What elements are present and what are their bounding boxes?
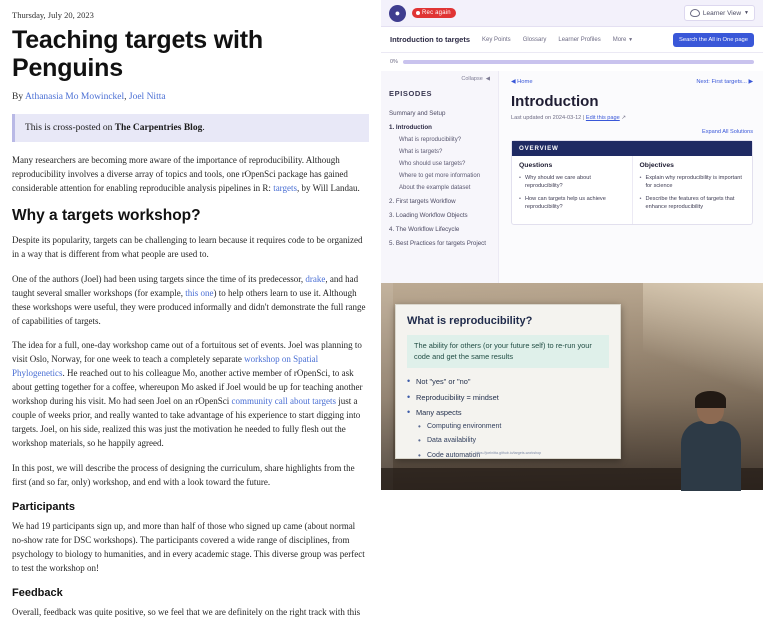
- lesson-title[interactable]: Introduction to targets: [390, 35, 470, 44]
- sidebar-subitem-what-is-targets[interactable]: What is targets?: [399, 149, 443, 155]
- chevron-down-icon: ▼: [744, 10, 749, 16]
- eye-icon: [690, 9, 700, 17]
- sidebar-subitem-who-should-use[interactable]: Who should use targets?: [399, 161, 466, 167]
- collapse-sidebar-button[interactable]: [389, 71, 490, 89]
- this-one-link[interactable]: this one: [185, 287, 214, 298]
- edit-page-link[interactable]: Edit this page: [585, 115, 620, 121]
- progress-percent-label: 0%: [390, 59, 398, 65]
- questions-list: [519, 174, 625, 212]
- objectives-column: [632, 156, 753, 224]
- paragraph-history-c: ) to help others learn to use it. Although these workshops were useful, they were produced informally and didn't demonstrate the full range of capabilities of targets.: [12, 287, 366, 326]
- slide-footer-url: https://joelnitta.github.io/targets-workshop: [474, 451, 542, 455]
- post-date: Thursday, July 20, 2023: [12, 10, 94, 20]
- window-light: [643, 283, 763, 401]
- paragraph-post-outline: In this post, we will describe the process of designing the curriculum, share highlights from the first (and so far, only) workshop, and end with a look toward the future.: [12, 462, 355, 487]
- list-item: • Code automation: [407, 451, 609, 462]
- presentation-slide: [395, 304, 621, 459]
- list-item: • Computing environment: [407, 422, 609, 433]
- byline: [12, 92, 369, 102]
- learner-view-toggle[interactable]: [684, 5, 755, 21]
- presenter-avatar: [679, 394, 745, 490]
- list-item: • Describe the features of targets that enhance reproducibility: [640, 195, 746, 212]
- episode-title: Introduction: [511, 93, 599, 110]
- slide-bullets: [407, 376, 609, 461]
- lesson-navbar: [381, 27, 763, 53]
- nav-item-more[interactable]: [613, 37, 633, 43]
- progress-row: [381, 53, 763, 71]
- next-episode-link[interactable]: Next: First targets... ▶: [696, 79, 753, 85]
- presenter-hair: [695, 391, 726, 408]
- blog-article: [0, 0, 381, 617]
- callout-suffix: .: [202, 123, 205, 133]
- list-item: • Explain why reproducibility is important for science: [640, 174, 746, 191]
- drake-link[interactable]: drake: [305, 273, 326, 284]
- lesson-topbar: [381, 0, 763, 27]
- paragraph-origin-b: . He reached out to his colleague Mo, another active member of rOpenSci, to ask about getting together for a coffee, whereupon Mo asked if Joel would be up for teaching another workshop during his visit. Mo had seen Joel on an rOpenSci: [12, 368, 363, 407]
- sidebar-item-loading-workflow-objects[interactable]: 3. Loading Workflow Objects: [389, 211, 468, 219]
- list-item: • Not "yes" or "no": [407, 376, 609, 387]
- wall-panel-left: [381, 283, 393, 490]
- nav-item-learner-profiles[interactable]: Learner Profiles: [558, 36, 601, 43]
- chevron-down-icon: ▼: [628, 36, 634, 43]
- paragraph-history-b: , and had taught several smaller workshops (for example,: [12, 273, 359, 298]
- paragraph-origin-c: just a couple of weeks prior, and really wanted to take advantage of his experience to start digging into targets. Joel, on his side, realized this was just the motivation he needed to fully flesh out the workshop materials, so he happily agreed.: [12, 396, 361, 448]
- slide-definition: The ability for others (or your future self) to re-run your code and get the same results: [407, 335, 609, 368]
- lesson-website: [381, 0, 763, 283]
- paragraph-origin-a: The idea for a full, one-day workshop came out of a fortuitous set of events. Joel was planning to visit Oslo, Norway, for one week to teach a completely separate: [12, 340, 362, 365]
- paragraph-popularity: Despite its popularity, targets can be challenging to learn because it requires code to be organized in a way that is different from what people are used to.: [12, 234, 363, 259]
- list-item: • Many aspects: [407, 407, 609, 418]
- section-heading-why-targets: Why a targets workshop?: [12, 206, 201, 224]
- sidebar-item-summary-setup[interactable]: Summary and Setup: [389, 109, 446, 117]
- crosspost-callout: [12, 114, 369, 142]
- overview-card-header: OVERVIEW: [512, 141, 752, 156]
- questions-column: [512, 156, 632, 224]
- questions-title: Questions: [519, 162, 553, 169]
- targets-link[interactable]: targets: [273, 182, 298, 193]
- paragraph-feedback: Overall, feedback was quite positive, so we feel that we are definitely on the right track with this: [12, 606, 361, 617]
- objectives-title: Objectives: [639, 162, 674, 169]
- chevron-left-icon: ◀: [485, 76, 490, 82]
- sidebar-item-best-practices[interactable]: 5. Best Practices for targets Project: [389, 239, 486, 247]
- carpentries-blog-link[interactable]: The Carpentries Blog: [114, 123, 203, 133]
- author-link-1[interactable]: Athanasia Mo Mowinckel: [24, 92, 125, 102]
- lesson-content: [499, 71, 763, 283]
- right-column: [381, 0, 763, 490]
- nav-item-key-points[interactable]: Key Points: [482, 36, 511, 43]
- community-call-link[interactable]: community call about targets: [231, 396, 337, 407]
- section-heading-feedback: Feedback: [12, 586, 63, 599]
- collapse-label: Collapse: [461, 76, 483, 82]
- sidebar-item-introduction[interactable]: 1. Introduction: [389, 123, 432, 131]
- sidebar-subitem-what-is-reproducibility[interactable]: What is reproducibility?: [399, 137, 462, 143]
- list-item: • Data availability: [407, 436, 609, 447]
- episodes-heading: EPISODES: [389, 89, 433, 98]
- carpentries-logo-icon[interactable]: ●: [389, 5, 406, 22]
- sidebar-item-workflow-lifecycle[interactable]: 4. The Workflow Lifecycle: [389, 225, 460, 233]
- objectives-list: [640, 174, 746, 212]
- paragraph-participants: We had 19 participants sign up, and more than half of those who signed up came (about normal no-show rate for DSC workshops). The participants covered a wide range of disciplines, from psychology to biology to humanities, and in every academic stage. This diverse group was perfect to test the workshop on!: [12, 520, 365, 573]
- paragraph-intro-text-b: , by Will Landau.: [297, 182, 360, 193]
- record-badge[interactable]: Rec again: [412, 8, 456, 18]
- next-episode-label: Next: First targets...: [696, 79, 747, 85]
- author-link-2[interactable]: Joel Nitta: [128, 92, 166, 102]
- presenter-body: [681, 421, 741, 491]
- sidebar-subitem-example-dataset[interactable]: About the example dataset: [399, 185, 471, 191]
- byline-prefix: By: [12, 92, 25, 102]
- lesson-pager: [511, 79, 753, 85]
- paragraph-history-a: One of the authors (Joel) had been using targets since the time of its predecessor,: [12, 273, 306, 284]
- list-item: • Why should we care about reproducibility?: [519, 174, 625, 191]
- overview-columns: [512, 156, 752, 224]
- paragraph-intro-text-a: Many researchers are becoming more aware of the importance of reproducibility. Although reproducibility involves a diverse array of topics and tools, one rOpenSci package has gained considerable attention for enabling reproducible analysis pipelines in R:: [12, 155, 348, 193]
- paragraph-history: [12, 273, 369, 329]
- list-item: • Reproducibility = mindset: [407, 392, 609, 403]
- last-updated-text: Last updated on 2024-03-12 |: [511, 115, 586, 121]
- page-title: Teaching targets with Penguins: [12, 26, 263, 82]
- spatial-phylogenetics-link[interactable]: workshop on Spatial Phylogenetics: [12, 354, 319, 379]
- author-separator: ,: [124, 92, 129, 102]
- lesson-body: [381, 71, 763, 283]
- nav-item-more-label: More: [612, 36, 627, 43]
- list-item: • How can targets help us achieve reproducibility?: [519, 195, 625, 212]
- external-link-icon: ↗: [621, 115, 627, 121]
- overview-card: [511, 140, 753, 225]
- expand-all-solutions-button[interactable]: Expand All Solutions: [702, 129, 753, 135]
- progress-bar[interactable]: [403, 60, 754, 64]
- callout-prefix: This is cross-posted on: [25, 123, 115, 133]
- home-label: Home: [517, 79, 533, 85]
- last-updated: [511, 115, 753, 121]
- workshop-video: [381, 283, 763, 490]
- search-all-in-one-button[interactable]: Search the All in One page: [673, 33, 754, 47]
- sidebar-item-first-targets-workflow[interactable]: 2. First targets Workflow: [389, 197, 456, 205]
- paragraph-origin: [12, 339, 369, 451]
- nav-item-glossary[interactable]: Glossary: [522, 36, 547, 43]
- learner-view-label: Learner View: [702, 9, 742, 17]
- episodes-sidebar: [381, 71, 499, 283]
- home-link[interactable]: ◀ Home: [511, 79, 533, 85]
- paragraph-intro: [12, 154, 369, 196]
- section-heading-participants: Participants: [12, 500, 75, 513]
- sidebar-subitem-more-information[interactable]: Where to get more information: [399, 173, 481, 179]
- slide-title: What is reproducibility?: [407, 315, 533, 327]
